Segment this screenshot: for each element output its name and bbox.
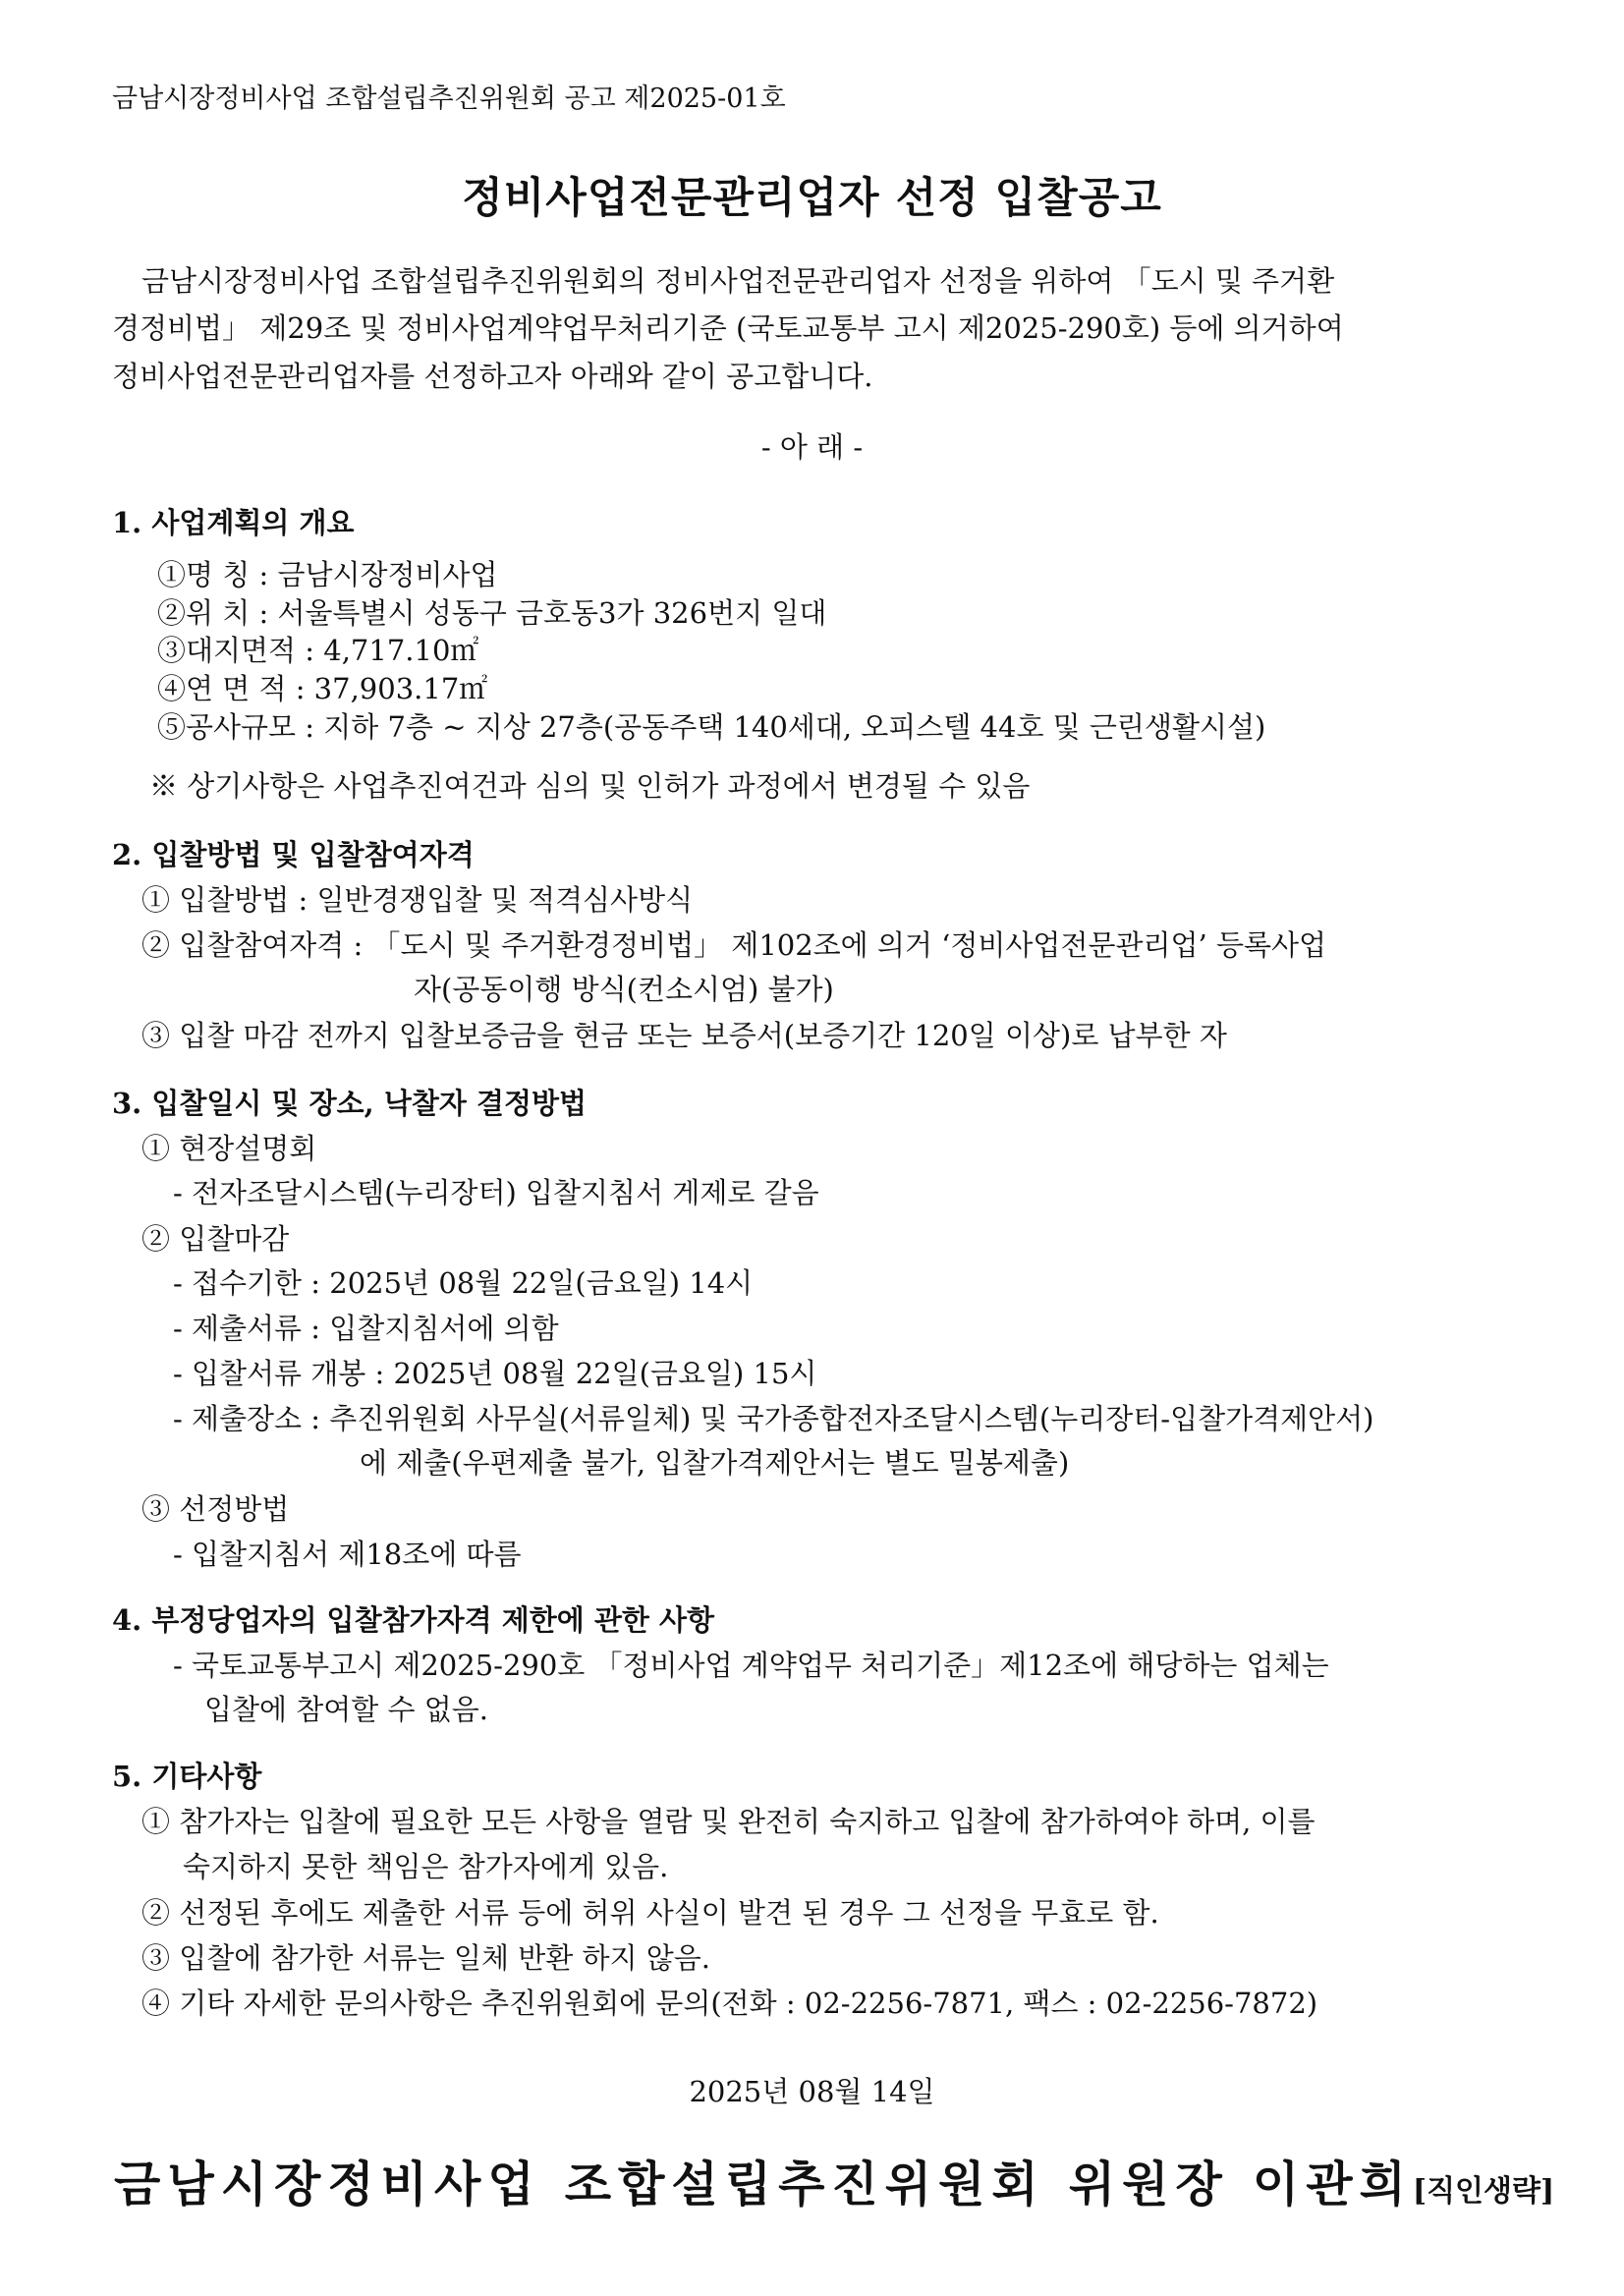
list-item-continuation: 에 제출(우편제출 불가, 입찰가격제안서는 별도 밀봉제출)	[360, 1446, 1070, 1480]
list-item-continuation: 숙지하지 못한 책임은 참가자에게 있음.	[183, 1850, 669, 1883]
list-item: - 국토교통부고시 제2025-290호 「정비사업 계약업무 처리기준」제12조에 해당하는 업체는	[173, 1649, 1329, 1682]
list-item: ① 입찰방법 : 일반경쟁입찰 및 적격심사방식	[141, 883, 694, 917]
section-heading: 4. 부정당업자의 입찰참가자격 제한에 관한 사항	[112, 1603, 715, 1637]
section-heading: 3. 입찰일시 및 장소, 낙찰자 결정방법	[112, 1087, 588, 1120]
list-item: - 제출장소 : 추진위원회 사무실(서류일체) 및 국가종합전자조달시스템(누리장터-입찰가격제안서)	[173, 1402, 1374, 1435]
list-item-continuation: 자(공동이행 방식(컨소시엄) 불가)	[414, 973, 834, 1006]
list-item: ①명 칭 : 금남시장정비사업	[157, 558, 498, 591]
notice-number: 금남시장정비사업 조합설립추진위원회 공고 제2025-01호	[112, 84, 786, 114]
intro-line: 금남시장정비사업 조합설립추진위원회의 정비사업전문관리업자 선정을 위하여 「도시 및 주거환	[141, 264, 1335, 298]
list-item: ② 선정된 후에도 제출한 서류 등에 허위 사실이 발견 된 경우 그 선정을 무효로 함.	[141, 1896, 1159, 1930]
document-title: 정비사업전문관리업자 선정 입찰공고	[462, 174, 1162, 223]
section-heading: 2. 입찰방법 및 입찰참여자격	[112, 838, 475, 871]
list-item: ① 참가자는 입찰에 필요한 모든 사항을 열람 및 완전히 숙지하고 입찰에 참가하여야 하며, 이를	[141, 1805, 1316, 1838]
signature-text: 금남시장정비사업 조합설립추진위원회 위원장 이관희	[114, 2156, 1413, 2212]
intro-line: 경정비법」 제29조 및 정비사업계약업무처리기준 (국토교통부 고시 제2025-290호) 등에 의거하여	[112, 311, 1344, 345]
list-item: ⑤공사규모 : 지하 7층 ~ 지상 27층(공동주택 140세대, 오피스텔 44호 및 근린생활시설)	[157, 710, 1266, 744]
section-heading: 5. 기타사항	[112, 1760, 262, 1793]
list-item: - 전자조달시스템(누리장터) 입찰지침서 게제로 갈음	[173, 1176, 819, 1209]
list-item: ②위 치 : 서울특별시 성동구 금호동3가 326번지 일대	[157, 596, 827, 630]
sub-heading: ① 현장설명회	[141, 1132, 317, 1165]
list-item: - 제출서류 : 입찰지침서에 의함	[173, 1312, 559, 1345]
stamp-note: [직인생략]	[1412, 2174, 1555, 2209]
list-item: ② 입찰참여자격 : 「도시 및 주거환경정비법」 제102조에 의거 ‘정비사업전문관리업’ 등록사업	[141, 928, 1327, 962]
list-item: ③ 입찰 마감 전까지 입찰보증금을 현금 또는 보증서(보증기간 120일 이상)로 납부한 자	[141, 1019, 1227, 1052]
list-item-continuation: 입찰에 참여할 수 없음.	[204, 1693, 488, 1726]
section-heading: 1. 사업계획의 개요	[112, 506, 355, 539]
signature-line	[114, 2147, 1554, 2215]
document-date: 2025년 08월 14일	[689, 2075, 935, 2108]
list-item: - 접수기한 : 2025년 08월 22일(금요일) 14시	[173, 1266, 754, 1300]
sub-heading: ③ 선정방법	[141, 1492, 290, 1526]
sub-heading: ② 입찰마감	[141, 1222, 290, 1256]
intro-line: 정비사업전문관리업자를 선정하고자 아래와 같이 공고합니다.	[112, 360, 873, 393]
list-item: - 입찰지침서 제18조에 따름	[173, 1538, 522, 1571]
list-item: ④연 면 적 : 37,903.17㎡	[157, 672, 488, 705]
section-note: ※ 상기사항은 사업추진여건과 심의 및 인허가 과정에서 변경될 수 있음	[149, 769, 1031, 803]
separator-label: - 아 래 -	[760, 430, 864, 464]
list-item: ③ 입찰에 참가한 서류는 일체 반환 하지 않음.	[141, 1941, 710, 1975]
list-item: - 입찰서류 개봉 : 2025년 08월 22일(금요일) 15시	[173, 1357, 817, 1390]
list-item: ③대지면적 : 4,717.10㎡	[157, 634, 479, 667]
list-item: ④ 기타 자세한 문의사항은 추진위원회에 문의(전화 : 02-2256-7871, 팩스 : 02-2256-7872)	[141, 1987, 1318, 2020]
